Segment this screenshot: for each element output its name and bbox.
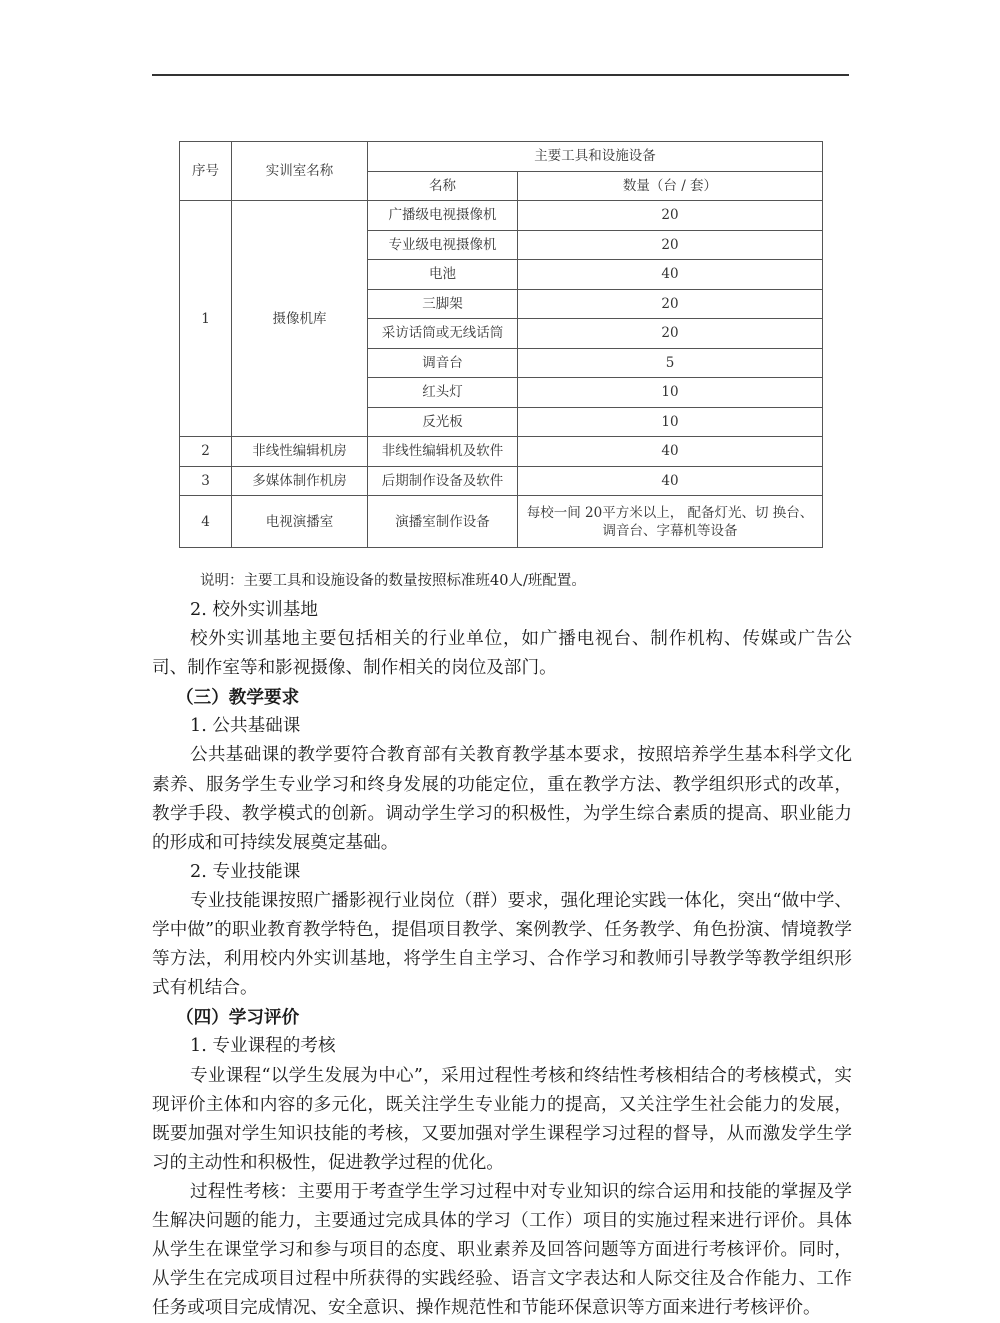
cell-room: 电视演播室 <box>232 496 368 548</box>
header-room-name: 实训室名称 <box>232 142 368 201</box>
body-content <box>152 566 852 1323</box>
cell-qty: 40 <box>518 437 823 467</box>
equipment-table <box>179 141 823 548</box>
header-item-name: 名称 <box>368 171 518 201</box>
cell-item-name: 电池 <box>368 260 518 290</box>
cell-qty: 20 <box>518 201 823 231</box>
cell-room: 摄像机库 <box>232 201 368 437</box>
header-seq: 序号 <box>180 142 232 201</box>
cell-qty: 40 <box>518 466 823 496</box>
cell-room: 多媒体制作机房 <box>232 466 368 496</box>
cell-qty: 40 <box>518 260 823 290</box>
heading-public-courses: 1. 公共基础课 <box>190 716 301 737</box>
cell-item-name: 广播级电视摄像机 <box>368 201 518 231</box>
cell-qty: 20 <box>518 289 823 319</box>
table-row <box>180 201 823 231</box>
cell-item-name: 红头灯 <box>368 378 518 408</box>
table-header-row <box>180 142 823 172</box>
section-teaching-requirements: （三）教学要求 <box>176 687 300 709</box>
cell-qty: 5 <box>518 348 823 378</box>
paragraph-course-assessment: 专业课程“以学生发展为中心”，采用过程性考核和终结性考核相结合的考核模式，实现评价主体和内容的多元化，既关注学生专业能力的提高，又关注学生社会能力的发展，既要加强对学生知识技能的考核，又要加强对学生课程学习过程的督导，从而激发学生学习的主动性和积极性，促进教学过程的优化。 <box>152 1065 852 1173</box>
cell-item-name: 三脚架 <box>368 289 518 319</box>
cell-seq: 4 <box>180 496 232 548</box>
cell-qty: 20 <box>518 319 823 349</box>
cell-item-name: 后期制作设备及软件 <box>368 466 518 496</box>
cell-qty: 10 <box>518 407 823 437</box>
cell-qty: 每校一间 20平方米以上， 配备灯光、切 换台、调音台、字幕机等设备 <box>518 496 823 548</box>
table-row <box>180 437 823 467</box>
paragraph-offcampus-base: 校外实训基地主要包括相关的行业单位，如广播电视台、制作机构、传媒或广告公司、制作室等和影视摄像、制作相关的岗位及部门。 <box>152 629 852 679</box>
cell-qty: 20 <box>518 230 823 260</box>
cell-item-name: 采访话筒或无线话筒 <box>368 319 518 349</box>
table-row <box>180 496 823 548</box>
cell-item-name: 专业级电视摄像机 <box>368 230 518 260</box>
paragraph-skill-courses: 专业技能课按照广播影视行业岗位（群）要求，强化理论实践一体化，突出“做中学、学中做”的职业教育教学特色，提倡项目教学、案例教学、任务教学、角色扮演、情境教学等方法，利用校内外实训基地，将学生自主学习、合作学习和教师引导教学等教学组织形式有机结合。 <box>152 890 852 999</box>
section-learning-evaluation: （四）学习评价 <box>176 1007 300 1029</box>
heading-skill-courses: 2. 专业技能课 <box>190 861 301 882</box>
paragraph-public-courses: 公共基础课的教学要符合教育部有关教育教学基本要求，按照培养学生基本科学文化素养、服务学生专业学习和终身发展的功能定位，重在教学方法、教学组织形式的改革，教学手段、教学模式的创新。调动学生学习的积极性，为学生综合素质的提高、职业能力的形成和可持续发展奠定基础。 <box>152 745 852 853</box>
table-note: 说明：主要工具和设施设备的数量按照标准班40人/班配置。 <box>200 573 586 589</box>
cell-item-name: 反光板 <box>368 407 518 437</box>
paragraph-process-assessment: 过程性考核：主要用于考查学生学习过程中对专业知识的综合运用和技能的掌握及学生解决问题的能力，主要通过完成具体的学习（工作）项目的实施过程来进行评价。具体从学生在课堂学习和参与项目的态度、职业素养及回答问题等方面进行考核评价。同时，从学生在完成项目过程中所获得的实践经验、语言文字表达和人际交往及合作能力、工作任务或项目完成情况、安全意识、操作规范性和节能环保意识等方面来进行考核评价。 <box>152 1181 852 1319</box>
table-row <box>180 466 823 496</box>
header-quantity: 数量（台 / 套） <box>518 171 823 201</box>
heading-course-assessment: 1. 专业课程的考核 <box>190 1036 336 1057</box>
cell-room: 非线性编辑机房 <box>232 437 368 467</box>
cell-item-name: 演播室制作设备 <box>368 496 518 548</box>
cell-qty: 10 <box>518 378 823 408</box>
header-rule <box>152 74 849 76</box>
cell-seq: 1 <box>180 201 232 437</box>
heading-offcampus-base: 2. 校外实训基地 <box>190 600 318 620</box>
cell-item-name: 调音台 <box>368 348 518 378</box>
cell-seq: 3 <box>180 466 232 496</box>
cell-seq: 2 <box>180 437 232 467</box>
cell-item-name: 非线性编辑机及软件 <box>368 437 518 467</box>
header-main-equipment: 主要工具和设施设备 <box>368 142 823 172</box>
